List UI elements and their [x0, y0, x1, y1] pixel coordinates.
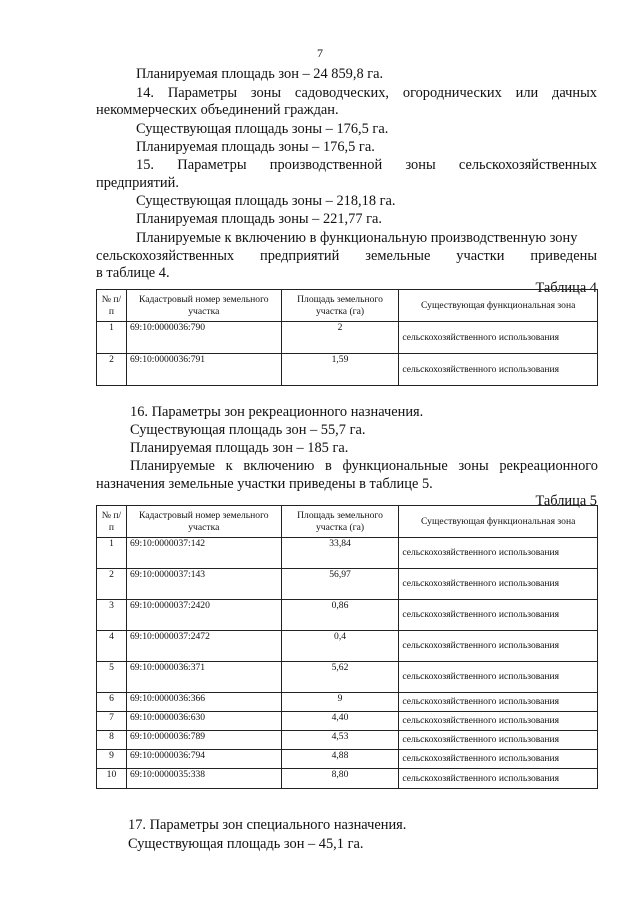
table5: [96, 505, 598, 789]
table-row: [97, 712, 598, 731]
table4-header-area: Площадь земельного участка (га): [281, 290, 399, 322]
table5-header-num: № п/п: [97, 506, 127, 538]
row-zone: сельскохозяйственного использования: [399, 693, 598, 712]
table4-header-cadastral: Кадастровый номер земельного участка: [126, 290, 281, 322]
table5-header-zone: Существующая функциональная зона: [399, 506, 598, 538]
page-number: 7: [317, 46, 323, 60]
row-zone: сельскохозяйственного использования: [399, 769, 598, 789]
row-zone: сельскохозяйственного использования: [399, 750, 598, 769]
table4-header-zone: Существующая функциональная зона: [399, 290, 598, 322]
p15-heading-line2: предприятий.: [96, 175, 179, 191]
row-num: 10: [97, 769, 127, 789]
p15-existing-area: Существующая площадь зоны – 218,18 га.: [136, 193, 396, 209]
table4: [96, 289, 598, 386]
row-num: 5: [97, 662, 127, 693]
table-row: [97, 569, 598, 600]
row-area: 4,88: [281, 750, 399, 769]
row-cadastral: 69:10:0000036:366: [126, 693, 281, 712]
planned-area-zones-line: Планируемая площадь зон – 24 859,8 га.: [136, 66, 384, 82]
row-zone: сельскохозяйственного использования: [399, 354, 598, 386]
row-zone: сельскохозяйственного использования: [399, 538, 598, 569]
p15-heading-line1: 15. Параметры производственной зоны сельскохозяйственных: [136, 157, 597, 173]
table5-caption: Таблица 5: [535, 493, 597, 509]
row-num: 6: [97, 693, 127, 712]
row-cadastral: 69:10:0000037:2472: [126, 631, 281, 662]
row-cadastral: 69:10:0000036:630: [126, 712, 281, 731]
row-area: 4,40: [281, 712, 399, 731]
row-area: 56,97: [281, 569, 399, 600]
row-num: 1: [97, 322, 127, 354]
row-num: 9: [97, 750, 127, 769]
row-num: 1: [97, 538, 127, 569]
row-area: 0,4: [281, 631, 399, 662]
row-zone: сельскохозяйственного использования: [399, 731, 598, 750]
row-cadastral: 69:10:0000036:789: [126, 731, 281, 750]
table-row: [97, 769, 598, 789]
row-zone: сельскохозяйственного использования: [399, 600, 598, 631]
row-area: 0,86: [281, 600, 399, 631]
row-area: 33,84: [281, 538, 399, 569]
row-area: 5,62: [281, 662, 399, 693]
table5-header-cadastral: Кадастровый номер земельного участка: [126, 506, 281, 538]
p17-existing-area: Существующая площадь зон – 45,1 га.: [128, 836, 364, 852]
p17-heading: 17. Параметры зон специального назначения.: [128, 817, 407, 833]
row-area: 2: [281, 322, 399, 354]
p16-inclusion-line2: назначения земельные участки приведены в таблице 5.: [96, 476, 433, 492]
row-area: 9: [281, 693, 399, 712]
p15-inclusion-line3: в таблице 4.: [96, 265, 170, 281]
row-cadastral: 69:10:0000036:794: [126, 750, 281, 769]
row-zone: сельскохозяйственного использования: [399, 662, 598, 693]
row-area: 8,80: [281, 769, 399, 789]
row-zone: сельскохозяйственного использования: [399, 322, 598, 354]
row-area: 4,53: [281, 731, 399, 750]
p15-planned-area: Планируемая площадь зоны – 221,77 га.: [136, 211, 383, 227]
p16-planned-area: Планируемая площадь зон – 185 га.: [130, 440, 349, 456]
row-num: 8: [97, 731, 127, 750]
table-row: [97, 731, 598, 750]
row-zone: сельскохозяйственного использования: [399, 631, 598, 662]
row-zone: сельскохозяйственного использования: [399, 712, 598, 731]
row-cadastral: 69:10:0000035:338: [126, 769, 281, 789]
row-cadastral: 69:10:0000036:790: [126, 322, 281, 354]
table4-caption: Таблица 4: [535, 280, 597, 296]
row-num: 2: [97, 354, 127, 386]
table-row: [97, 631, 598, 662]
row-num: 4: [97, 631, 127, 662]
row-zone: сельскохозяйственного использования: [399, 569, 598, 600]
row-area: 1,59: [281, 354, 399, 386]
p16-existing-area: Существующая площадь зон – 55,7 га.: [130, 422, 366, 438]
row-cadastral: 69:10:0000037:143: [126, 569, 281, 600]
p15-inclusion-line2: сельскохозяйственных предприятий земельные участки приведены: [96, 248, 597, 264]
row-num: 3: [97, 600, 127, 631]
row-cadastral: 69:10:0000037:2420: [126, 600, 281, 631]
table-row: [97, 538, 598, 569]
p16-inclusion-line1: Планируемые к включению в функциональные зоны рекреационного: [130, 458, 598, 474]
row-cadastral: 69:10:0000036:791: [126, 354, 281, 386]
table-row: [97, 354, 598, 386]
table4-header-num: № п/п: [97, 290, 127, 322]
table-row: [97, 322, 598, 354]
p15-inclusion-line1: Планируемые к включению в функциональную производственную зону: [136, 230, 578, 246]
row-cadastral: 69:10:0000037:142: [126, 538, 281, 569]
p14-planned-area: Планируемая площадь зоны – 176,5 га.: [136, 139, 375, 155]
table4-header-row: [97, 290, 598, 322]
row-num: 2: [97, 569, 127, 600]
row-cadastral: 69:10:0000036:371: [126, 662, 281, 693]
table-row: [97, 693, 598, 712]
p14-heading-line1: 14. Параметры зоны садоводческих, огороднических или дачных: [136, 85, 597, 101]
table-row: [97, 600, 598, 631]
table5-header-row: [97, 506, 598, 538]
table5-header-area: Площадь земельного участка (га): [281, 506, 399, 538]
p14-heading-line2: некоммерческих объединений граждан.: [96, 102, 339, 118]
p16-heading: 16. Параметры зон рекреационного назначения.: [130, 404, 424, 420]
p14-existing-area: Существующая площадь зоны – 176,5 га.: [136, 121, 389, 137]
row-num: 7: [97, 712, 127, 731]
table-row: [97, 662, 598, 693]
table-row: [97, 750, 598, 769]
